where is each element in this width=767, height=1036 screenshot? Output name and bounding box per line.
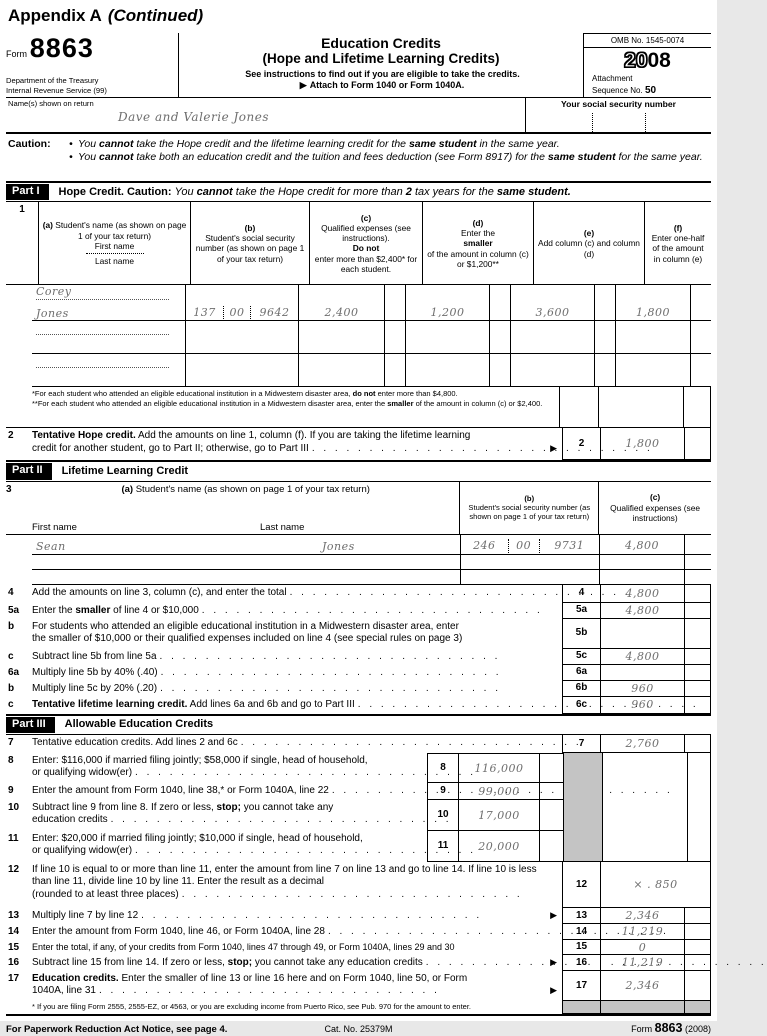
sum-cd-cell[interactable] [510, 321, 615, 354]
form-title: Education Credits [321, 34, 441, 51]
line-4: 4 Add the amounts on line 3, column (c), and enter the total . 4 4,800 [6, 585, 711, 603]
line-number: 2 [8, 430, 14, 442]
col-e-header: (e) Add column (c) and column (d) [533, 202, 644, 284]
smaller-amount-cell[interactable] [405, 354, 510, 387]
line-12: 12 If line 10 is equal to or more than line 11, enter the amount from line 7 on line 13 and go to line 14. If line 10 is less than line 11, divide line 10 by line 11. Enter the result as a decimal (rounded to at least three places) . 12 × . 850 [6, 862, 711, 908]
attachment-label: Attachment [592, 73, 633, 83]
line-11: 11 Enter: $20,000 if married filing jointly; $10,000 if single, head of household, or qualifying widow(er) . 11 20,000 [6, 831, 563, 862]
dot-leader [426, 957, 545, 969]
line-8: 8 Enter: $116,000 if married filing jointly; $58,000 if single, head of household, or qualifying widow(er) . 8 116,000 [6, 753, 563, 783]
student-ssn[interactable]: 137 00 9642 [185, 285, 298, 321]
dot-leader [135, 845, 420, 857]
paperwork-notice: For Paperwork Reduction Act Notice, see page 4. [6, 1024, 228, 1036]
name-label: Name(s) shown on return [8, 99, 94, 109]
appendix-note: (Continued) [107, 6, 204, 25]
student-first-name[interactable]: Sean [32, 535, 202, 555]
dot-leader [160, 683, 554, 695]
agency-line-2: Internal Revenue Service (99) [6, 85, 107, 95]
dot-leader [160, 651, 554, 663]
goto-arrow-icon [548, 910, 557, 922]
caution-bullet-1: You cannot take the Hope credit and the lifetime learning credit for the same student in the same year. [78, 138, 560, 151]
agency-line-1: Department of the Treasury [6, 76, 99, 86]
sum-cd-cell[interactable] [510, 354, 615, 387]
appendix-heading [6, 4, 711, 33]
form-word: Form [6, 48, 27, 59]
bullet-icon: • [69, 150, 73, 163]
footnote-1: *For each student who attended an eligible educational institution in a Midwestern disaster area, do not enter more than $4,800. [32, 389, 458, 399]
footnote-2: **For each student who attended an eligible educational institution in a Midwestern disaster area, enter the smaller of the amount in column (c) or $2,400. [32, 399, 543, 409]
line-5c: c Subtract line 5b from line 5a . 5c 4,800 [6, 649, 711, 665]
line-4-entry[interactable]: 4 4,800 [562, 585, 711, 603]
omb-number: OMB No. 1545-0074 [584, 34, 711, 49]
ssn-value-boxes[interactable] [526, 113, 711, 133]
goto-arrow-icon [298, 81, 310, 90]
lines-8-11-block [6, 753, 711, 862]
col-c-header: (c) Qualified expenses (see instructions). Do not enter more than $2,400* for each student. [309, 202, 422, 284]
line-8-entry[interactable]: 8 116,000 [427, 753, 563, 783]
student-last-name[interactable]: Jones [202, 535, 460, 555]
student-ssn[interactable] [185, 354, 298, 387]
part3-footnote: * If you are filing Form 2555, 2555-EZ, or 4563, or you are excluding income from Puerto Rico, see Pub. 970 for the amount to enter. [32, 1002, 471, 1012]
catalog-number: Cat. No. 25379M [324, 1024, 393, 1035]
qualified-expenses-cell[interactable] [298, 321, 405, 354]
dot-leader [182, 889, 554, 901]
line-16-entry[interactable]: 16 11,219 [562, 955, 711, 971]
llc-computation-lines [6, 585, 711, 714]
line-6b: b Multiply line 5c by 20% (.20) . 6b 960 [6, 681, 711, 697]
col-b-header: (b) Student's social security number (as shown on page 1 of your tax return) [459, 482, 598, 534]
part3-label: Part III [6, 717, 55, 733]
line-15: 15 Enter the total, if any, of your credits from Form 1040, lines 47 through 49, or Form 1040A, lines 29 and 30 15 0 [6, 940, 711, 955]
form-title-block [179, 33, 583, 97]
shaded-rail [562, 1001, 711, 1014]
omb-block [583, 33, 711, 97]
llc-table-header [6, 482, 711, 535]
line-2: 2 Tentative Hope credit. Add the amounts on line 1, column (f). If you are taking the lifetime learning credit for another student, go to Part II; otherwise, go to Part III . ▶ 2 1,800 [6, 427, 711, 460]
caution-bullet-2: You cannot take both an education credit and the tuition and fees deduction (see Form 8917) for the same student for the same year. [78, 150, 703, 163]
form-number: 8863 [29, 32, 94, 63]
line-9-entry[interactable]: 9 99,000 [427, 783, 563, 800]
line-7-entry[interactable]: 7 2,760 [562, 735, 711, 753]
line-5b: b For students who attended an eligible educational institution in a Midwestern disaster area, enter the smaller of $10,000 or their qualified expenses included on line 4 (see special rules on page 3) 5b [6, 619, 711, 649]
first-name-label: First name [94, 240, 135, 251]
last-name-label: Last name [260, 522, 305, 534]
caution-block [6, 134, 711, 181]
student-row[interactable] [6, 321, 711, 354]
instruction-2: Attach to Form 1040 or Form 1040A. [309, 80, 465, 91]
goto-arrow-icon [548, 443, 557, 455]
sequence-label: Sequence No. [592, 86, 643, 96]
line-10-entry[interactable]: 10 17,000 [427, 800, 563, 831]
llc-student-row[interactable] [6, 570, 711, 585]
student-ssn[interactable] [460, 570, 599, 585]
student-row[interactable] [6, 354, 711, 387]
student-first-name[interactable] [36, 354, 169, 368]
student-row[interactable] [6, 284, 711, 321]
qualified-expenses-cell[interactable]: 4,800 [599, 535, 711, 555]
student-first-name[interactable] [36, 321, 169, 335]
qualified-expenses-cell[interactable] [599, 555, 711, 570]
dot-leader [161, 667, 554, 679]
part1-footnotes [6, 387, 711, 427]
part1-label: Part I [6, 184, 49, 200]
line-14-entry[interactable]: 14 11,219 [562, 924, 711, 940]
sum-cd-cell[interactable]: 3,600 [510, 285, 615, 321]
part3-bar [6, 714, 711, 735]
line-7: 7 Tentative education credits. Add lines 2 and 6c . 7 2,760 [6, 735, 711, 753]
student-ssn[interactable] [185, 321, 298, 354]
line-15-entry[interactable]: 15 0 [562, 940, 711, 955]
col-f-header: (f) Enter one-half of the amount in column (e) [644, 202, 711, 284]
hope-credit-table [6, 202, 711, 460]
dot-leader [99, 985, 545, 997]
line-5b-entry[interactable]: 5b [562, 619, 711, 649]
line-5a-entry[interactable]: 5a 4,800 [562, 603, 711, 619]
shaded-cell [564, 753, 602, 861]
caution-label: Caution: [8, 138, 51, 151]
line-2-value[interactable]: 1,800 [600, 428, 684, 460]
line-14: 14 Enter the amount from Form 1040, line 46, or Form 1040A, line 28 . 14 11,219 [6, 924, 711, 940]
student-ssn[interactable] [460, 555, 599, 570]
col-d-header: (d) Enter the smaller of the amount in column (c) or $1,200** [422, 202, 533, 284]
part2-bar [6, 460, 711, 481]
dot-leader [328, 926, 554, 938]
dot-leader [241, 737, 554, 749]
smaller-amount-cell[interactable]: 1,200 [405, 285, 510, 321]
line-1-number: 1 [19, 204, 25, 216]
part2-label: Part II [6, 463, 52, 479]
llc-student-row[interactable] [6, 555, 711, 570]
part3-footnote-row [6, 1001, 711, 1014]
sequence-number: 50 [644, 85, 657, 97]
line-12-value[interactable]: × . 850 [600, 862, 710, 908]
line-11-entry[interactable]: 11 20,000 [427, 831, 563, 862]
part2-title: Lifetime Learning Credit [61, 464, 189, 477]
goto-arrow-icon [548, 985, 557, 997]
line-6a: 6a Multiply line 5b by 40% (.40) . 6a [6, 665, 711, 681]
dot-leader [290, 587, 554, 599]
bullet-icon: • [69, 138, 73, 151]
dot-leader [312, 443, 545, 455]
dot-leader [141, 910, 545, 922]
instruction-1: See instructions to find out if you are eligible to take the credits. [245, 69, 520, 80]
student-last-name[interactable] [36, 373, 181, 386]
form-footer-id: Form 8863 (2008) [631, 1021, 711, 1036]
qualified-expenses-cell[interactable] [298, 354, 405, 387]
dot-leader [202, 605, 554, 617]
form-subtitle: (Hope and Lifetime Learning Credits) [262, 50, 500, 66]
student-ssn[interactable]: 246 00 9731 [460, 535, 599, 555]
name-field[interactable] [6, 98, 525, 132]
line-6a-entry[interactable]: 6a [562, 665, 711, 681]
line-6c: c Tentative lifetime learning credit. Add lines 6a and 6b and go to Part III . 6c 960 [6, 697, 711, 714]
line-5c-entry[interactable]: 5c 4,800 [562, 649, 711, 665]
divider [86, 253, 144, 254]
one-half-cell[interactable] [615, 321, 711, 354]
col-a-header: (a) Student's name (as shown on page 1 of your tax return) [42, 220, 187, 241]
qualified-expenses-cell[interactable] [599, 570, 711, 585]
dot-leader [135, 767, 420, 779]
line-16: 16 Subtract line 15 from line 14. If zero or less, stop; you cannot take any education credits . ▶ 16 11,219 [6, 955, 711, 971]
appendix-title: Appendix A [8, 6, 102, 25]
shaded-strip [563, 753, 711, 862]
name-value[interactable]: Dave and Valerie Jones [118, 110, 270, 125]
line-10: 10 Subtract line 9 from line 8. If zero or less, stop; you cannot take any education credits . 10 17,000 [6, 800, 563, 831]
line-2-text: Tentative Hope credit. Add the amounts on line 1, column (f). If you are taking the lifetime learning [32, 430, 471, 442]
student-first-name[interactable]: Corey [36, 285, 169, 299]
part1-bar [6, 181, 711, 202]
hope-table-header [6, 202, 711, 284]
smaller-amount-cell[interactable] [405, 321, 510, 354]
line-2-entry[interactable]: 2 1,800 [562, 428, 711, 460]
one-half-cell[interactable]: 1,800 [615, 285, 711, 321]
lifetime-learning-table [6, 482, 711, 585]
col-c-header: (c) Qualified expenses (see instructions) [598, 482, 711, 534]
student-last-name[interactable]: Jones [36, 307, 69, 321]
line-3-number: 3 [6, 483, 12, 495]
col-a-header: (a) Student's name (as shown on page 1 of your tax return) [121, 483, 370, 495]
line-13: 13 Multiply line 7 by line 12 . ▶ 13 2,346 [6, 908, 711, 924]
ssn-field[interactable] [525, 98, 711, 132]
form-header [6, 33, 711, 98]
line-6b-entry[interactable]: 6b 960 [562, 681, 711, 697]
llc-student-row[interactable] [6, 535, 711, 555]
line-6c-entry[interactable]: 6c 960 [562, 697, 711, 714]
line-12-entry[interactable]: 12 × . 850 [562, 862, 711, 908]
page-footer [6, 1014, 711, 1036]
one-half-cell[interactable] [615, 354, 711, 387]
ssn-label: Your social security number [561, 99, 676, 110]
dot-leader [358, 699, 554, 711]
dot-leader [332, 785, 420, 797]
part3-title: Allowable Education Credits [64, 718, 214, 731]
line-17: 17 Education credits. Enter the smaller of line 13 or line 16 here and on Form 1040, line 50, or Form 1040A, line 31 . ▶ 17 2,346 [6, 971, 711, 1001]
tax-year: 2008 [624, 49, 671, 73]
dot-leader [111, 814, 420, 826]
line-17-entry[interactable]: 17 2,346 [562, 971, 711, 1001]
form-id-block [6, 33, 179, 97]
line-9: 9 Enter the amount from Form 1040, line 38,* or Form 1040A, line 22 . 9 99,000 [6, 783, 563, 800]
goto-arrow-icon [548, 957, 557, 969]
qualified-expenses-cell[interactable]: 2,400 [298, 285, 405, 321]
line-5a: 5a Enter the smaller of line 4 or $10,000 . 5a 4,800 [6, 603, 711, 619]
part1-title: Hope Credit. Caution: You cannot take the Hope credit for more than 2 tax years for the same student. [58, 185, 571, 198]
line-13-entry[interactable]: 13 2,346 [562, 908, 711, 924]
taxpayer-row [6, 98, 711, 134]
student-last-name[interactable] [36, 340, 181, 353]
last-name-label: Last name [94, 256, 135, 267]
first-name-label: First name [32, 522, 77, 534]
col-b-header: (b) Student's social security number (as shown on page 1 of your tax return) [190, 202, 309, 284]
